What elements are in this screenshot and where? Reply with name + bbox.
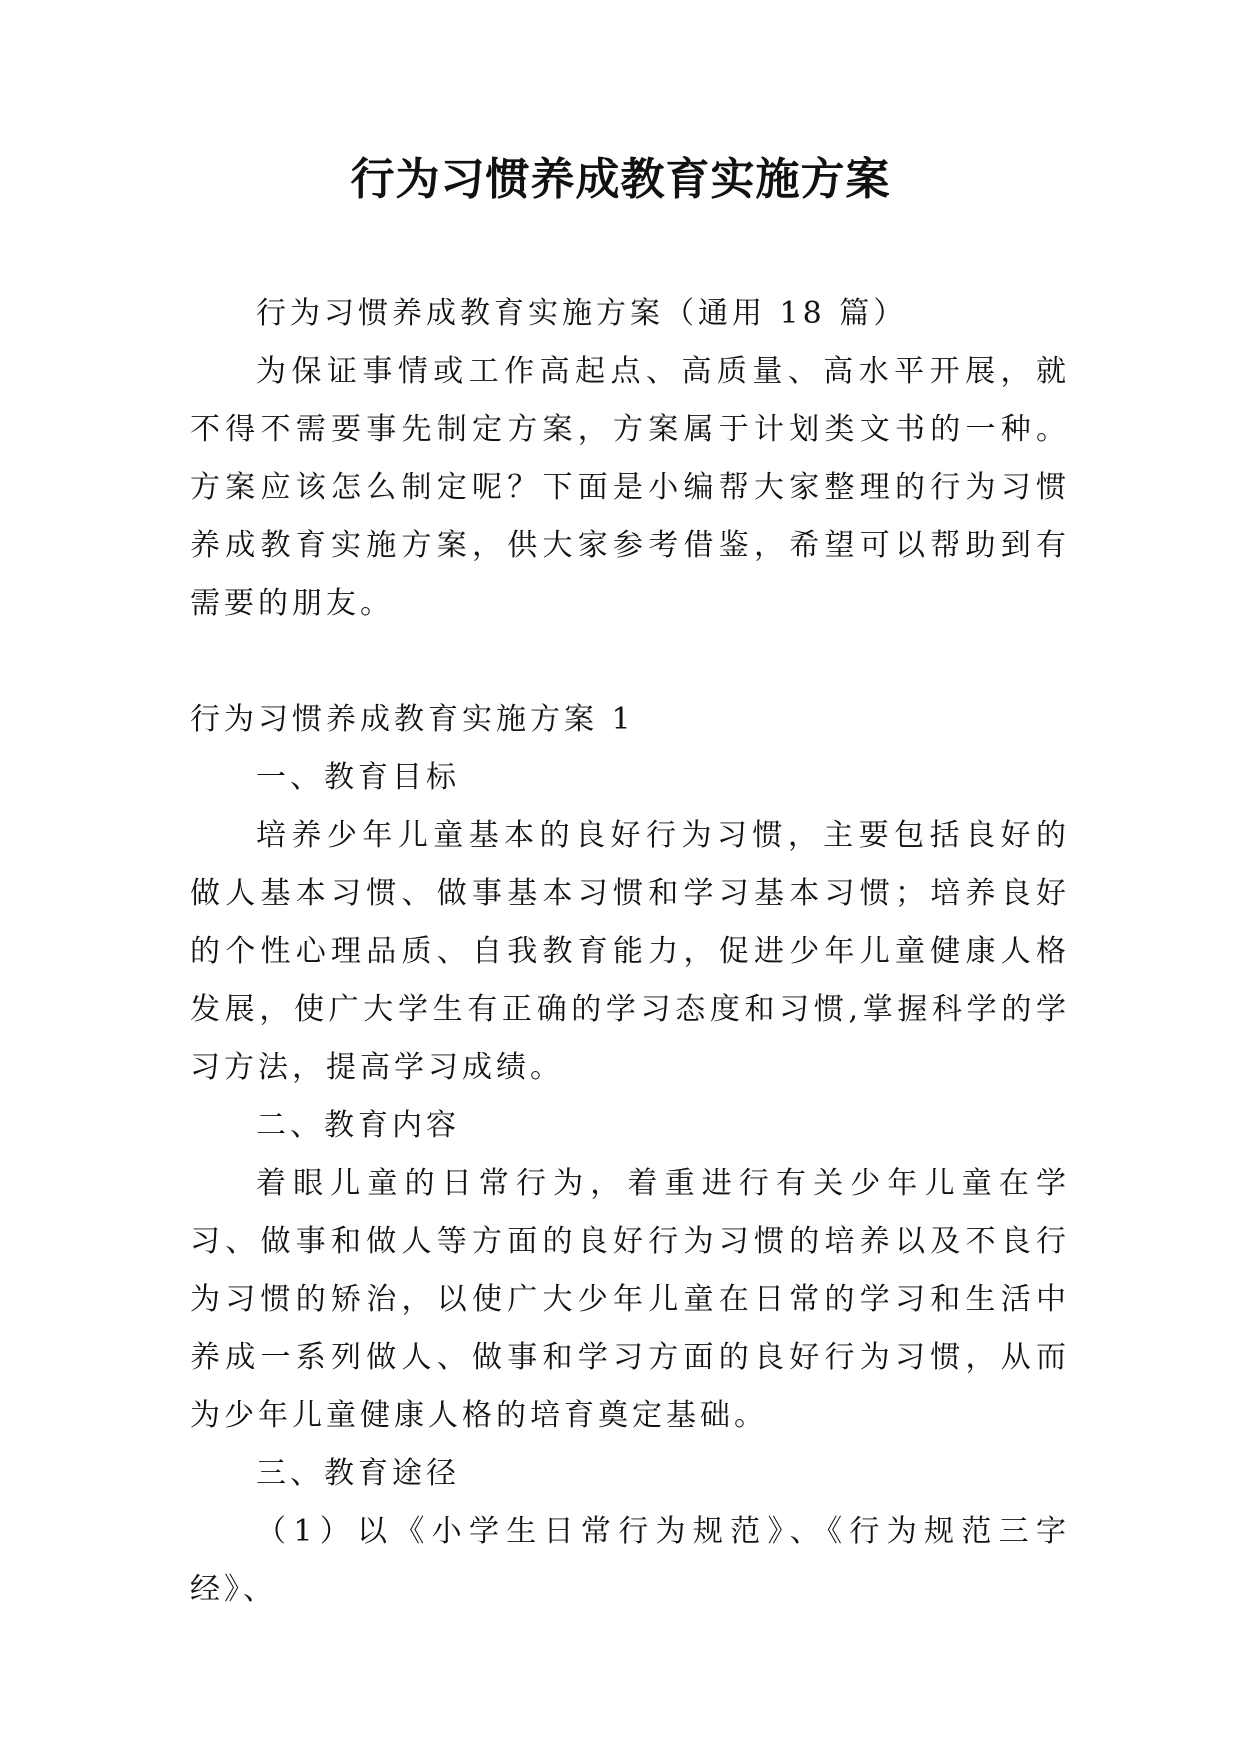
paragraph-education-goals: 培养少年儿童基本的良好行为习惯，主要包括良好的做人基本习惯、做事基本习惯和学习基本习惯；培养良好的个性心理品质、自我教育能力，促进少年儿童健康人格发展，使广大学生有正确的学习态度和习惯,掌握科学的学习方法，提高学习成绩。 bbox=[190, 818, 1070, 1085]
heading-education-approach: 三、教育途径 bbox=[256, 1456, 460, 1491]
paragraph-education-approach: （1）以《小学生日常行为规范》、《行为规范三字经》、 bbox=[190, 1514, 1070, 1607]
section-heading: 行为习惯养成教育实施方案 1 bbox=[190, 702, 635, 737]
document-body bbox=[190, 285, 1070, 1619]
section-spacer bbox=[190, 633, 1070, 691]
paragraph-education-content: 着眼儿童的日常行为，着重进行有关少年儿童在学习、做事和做人等方面的良好行为习惯的培养以及不良行为习惯的矫治，以使广大少年儿童在日常的学习和生活中养成一系列做人、做事和学习方面的良好行为习惯，从而为少年儿童健康人格的培育奠定基础。 bbox=[190, 1166, 1070, 1433]
heading-education-content: 二、教育内容 bbox=[256, 1108, 460, 1143]
document-subtitle: 行为习惯养成教育实施方案（通用 18 篇） bbox=[256, 296, 908, 331]
intro-paragraph: 为保证事情或工作高起点、高质量、高水平开展，就不得不需要事先制定方案，方案属于计划类文书的一种。方案应该怎么制定呢？下面是小编帮大家整理的行为习惯养成教育实施方案，供大家参考借鉴，希望可以帮助到有需要的朋友。 bbox=[190, 354, 1070, 621]
document-title: 行为习惯养成教育实施方案 bbox=[350, 154, 891, 205]
heading-education-goals: 一、教育目标 bbox=[256, 760, 460, 795]
